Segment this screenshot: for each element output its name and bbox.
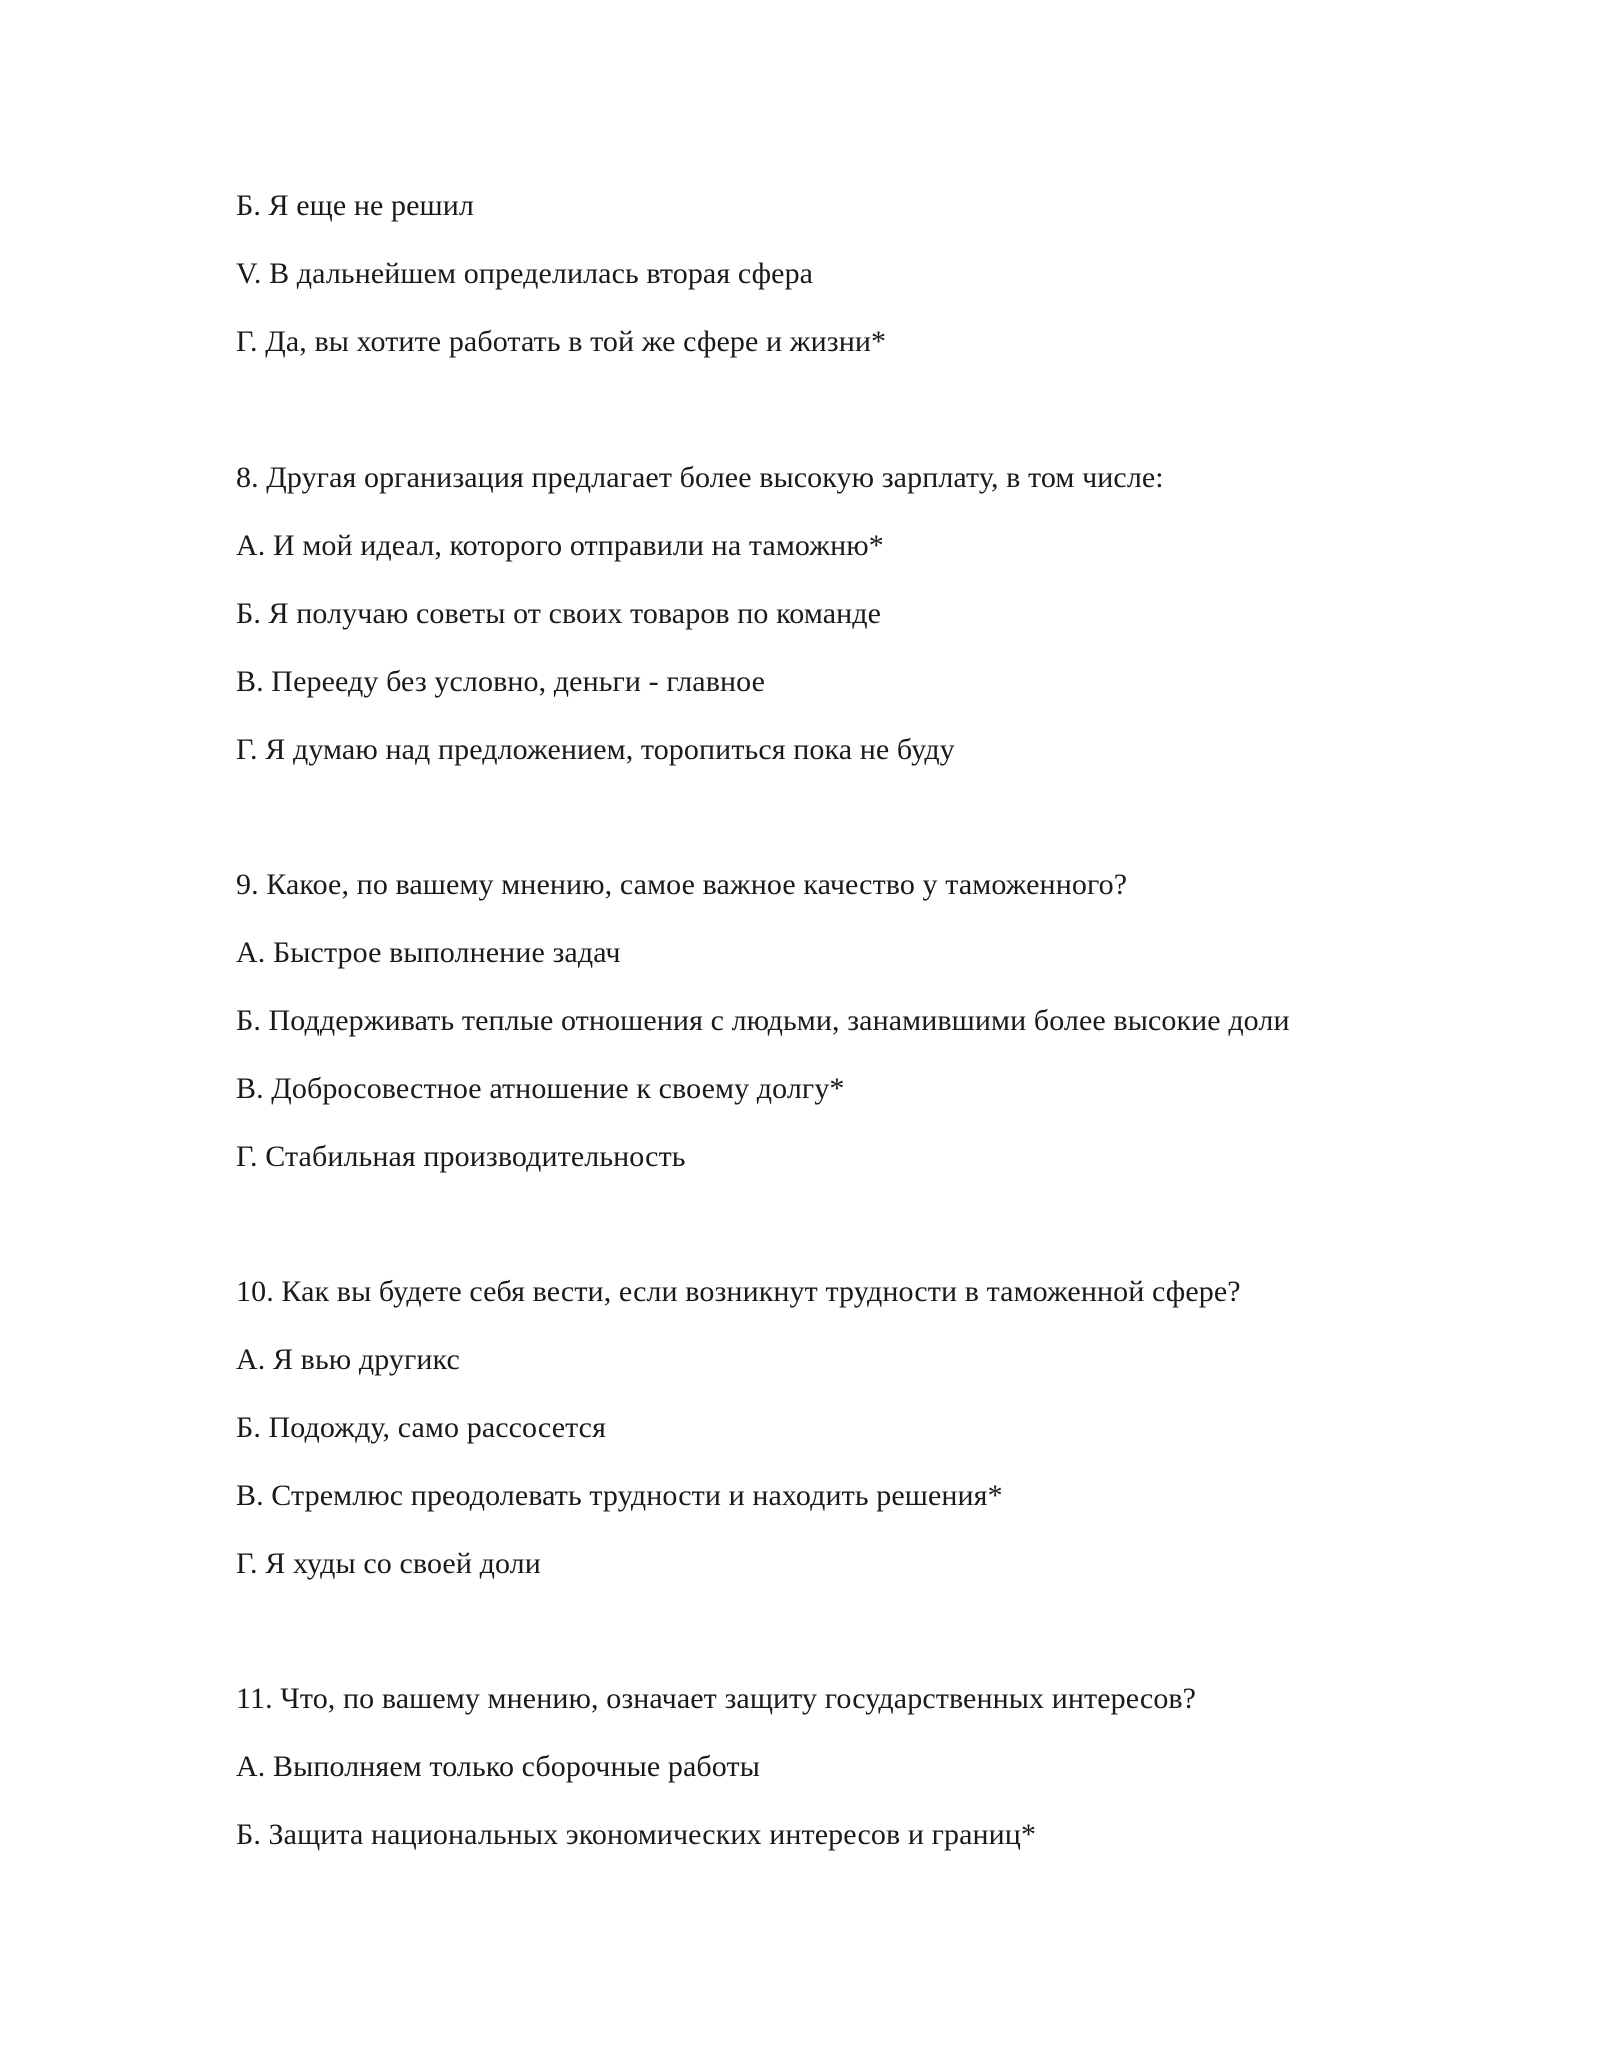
question-11-option-b: Б. Защита национальных экономических интересов и границ* <box>236 1818 1037 1851</box>
option-carryover-g: Г. Да, вы хотите работать в той же сфере и жизни* <box>236 325 887 358</box>
question-8: 8. Другая организация предлагает более высокую зарплату, в том числе: <box>236 461 1164 494</box>
question-8-option-a: А. И мой идеал, которого отправили на таможню* <box>236 529 884 562</box>
question-10-option-a: А. Я вью другикс <box>236 1343 460 1376</box>
option-carryover-v: V. В дальнейшем определилась вторая сфера <box>236 257 814 290</box>
option-carryover-b: Б. Я еще не решил <box>236 189 474 222</box>
question-8-option-v: В. Перееду без условно, деньги - главное <box>236 665 766 698</box>
question-8-option-b: Б. Я получаю советы от своих товаров по команде <box>236 597 882 630</box>
question-11: 11. Что, по вашему мнению, означает защиту государственных интересов? <box>236 1682 1197 1715</box>
question-10-option-v: В. Стремлюс преодолевать трудности и находить решения* <box>236 1479 1003 1512</box>
question-8-option-g: Г. Я думаю над предложением, торопиться пока не буду <box>236 733 955 766</box>
question-10-option-b: Б. Подожду, само рассосется <box>236 1411 606 1444</box>
question-9-option-g: Г. Стабильная производительность <box>236 1140 686 1173</box>
question-9-option-b: Б. Поддерживать теплые отношения с людьми, занамившими более высокие доли <box>236 1004 1290 1037</box>
question-10-option-g: Г. Я худы со своей доли <box>236 1547 541 1580</box>
question-9: 9. Какое, по вашему мнению, самое важное качество у таможенного? <box>236 868 1128 901</box>
question-9-option-v: В. Добросовестное атношение к своему долгу* <box>236 1072 845 1105</box>
question-11-option-a: А. Выполняем только сборочные работы <box>236 1750 760 1783</box>
question-9-option-a: А. Быстрое выполнение задач <box>236 936 621 969</box>
question-10: 10. Как вы будете себя вести, если возникнут трудности в таможенной сфере? <box>236 1275 1241 1308</box>
